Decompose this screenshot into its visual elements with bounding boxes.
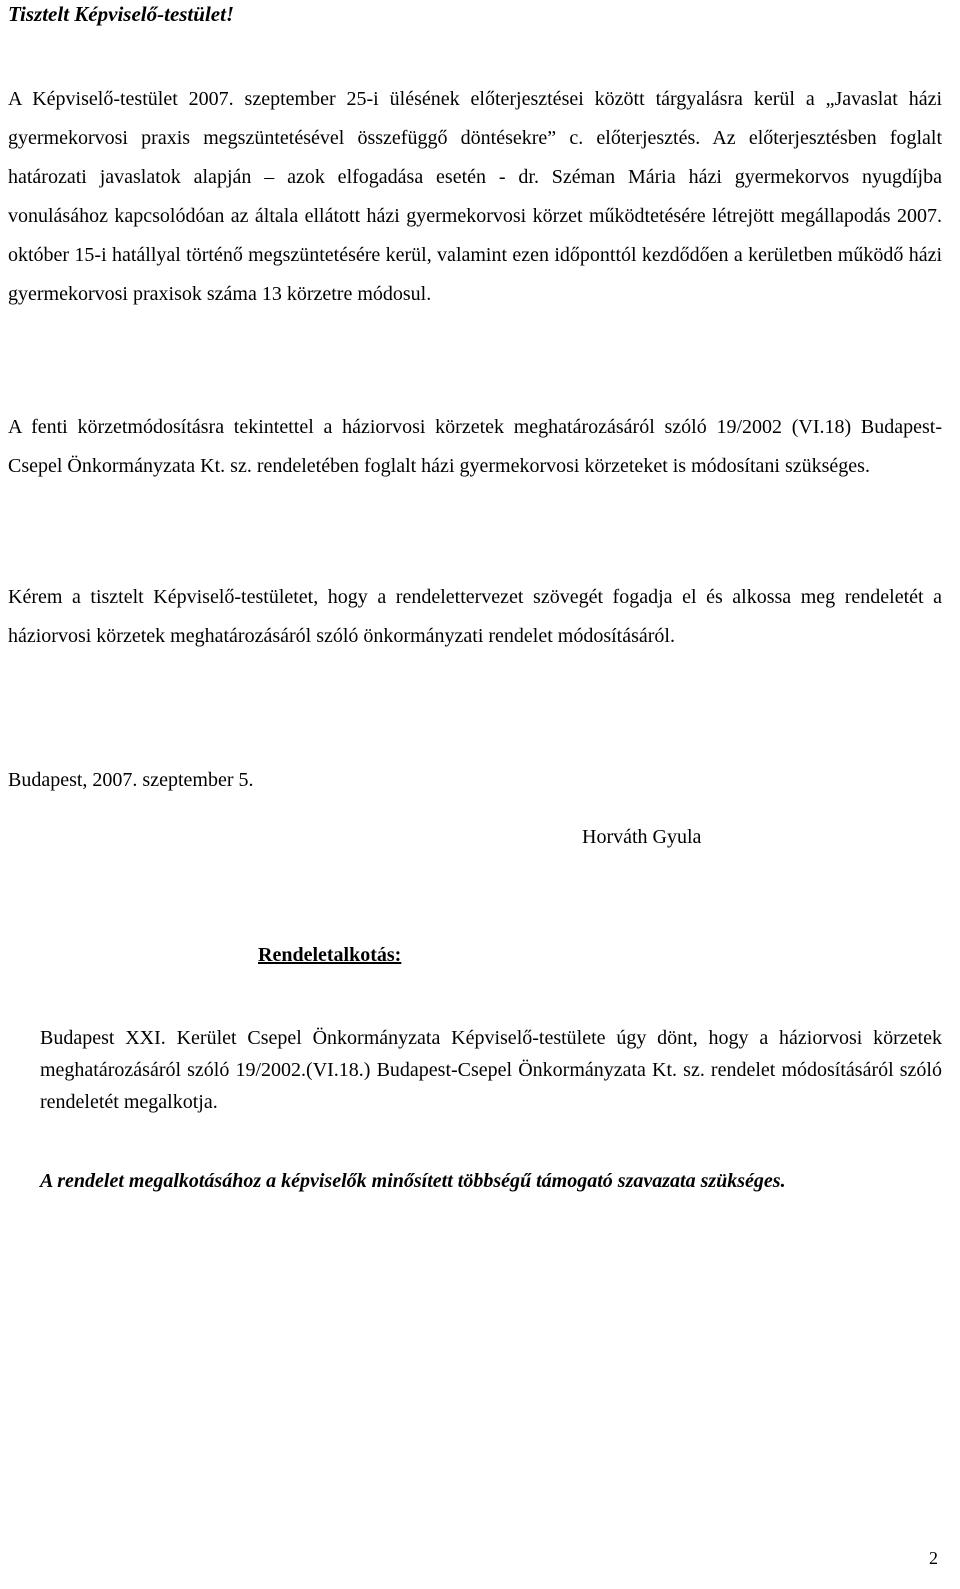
signatory-name: Horváth Gyula (582, 826, 702, 848)
voting-requirement-note: A rendelet megalkotásához a képviselők minősített többségű támogató szavazata szükséges. (40, 1170, 786, 1192)
date-line: Budapest, 2007. szeptember 5. (8, 769, 254, 791)
paragraph-proposal-summary: A Képviselő-testület 2007. szeptember 25-i ülésének előterjesztései között tárgyalásra kerül a „Javaslat házi gyermekorvosi praxis megszüntetésével összefüggő döntésekre” c. előterjesztés. Az előterjesztésben foglalt határozati javaslatok alapján – azok elfogadása esetén - dr. Széman Mária házi gyermekorvos nyugdíjba vonulásához kapcsolódóan az általa ellátott házi gyermekorvosi körzet működtetésére létrejött megállapodás 2007. október 15-i hatállyal történő megszüntetésére kerül, valamint ezen időponttól kezdődően a kerületben működő házi gyermekorvosi praxisok száma 13 körzetre módosul. (8, 88, 942, 305)
salutation: Tisztelt Képviselő-testület! (8, 2, 235, 26)
rendeletalkotas-heading: Rendeletalkotás: (258, 944, 402, 966)
paragraph-district-modification: A fenti körzetmódosításra tekintettel a háziorvosi körzetek meghatározásáról szóló 19/2002 (VI.18) Budapest-Csepel Önkormányzata Kt. sz. rendeletében foglalt házi gyermekorvosi körzeteket is módosítani szükséges. (8, 416, 942, 477)
decision-text: Budapest XXI. Kerület Csepel Önkormányzata Képviselő-testülete úgy dönt, hogy a háziorvosi körzetek meghatározásáról szóló 19/2002.(VI.18.) Budapest-Csepel Önkormányzata Kt. sz. rendelet módosításáról szóló rendeletét megalkotja. (40, 1027, 942, 1113)
paragraph-request: Kérem a tisztelt Képviselő-testületet, hogy a rendelettervezet szövegét fogadja el és alkossa meg rendeletét a háziorvosi körzetek meghatározásáról szóló önkormányzati rendelet módosításáról. (8, 586, 942, 647)
page-number: 2 (929, 1548, 938, 1568)
